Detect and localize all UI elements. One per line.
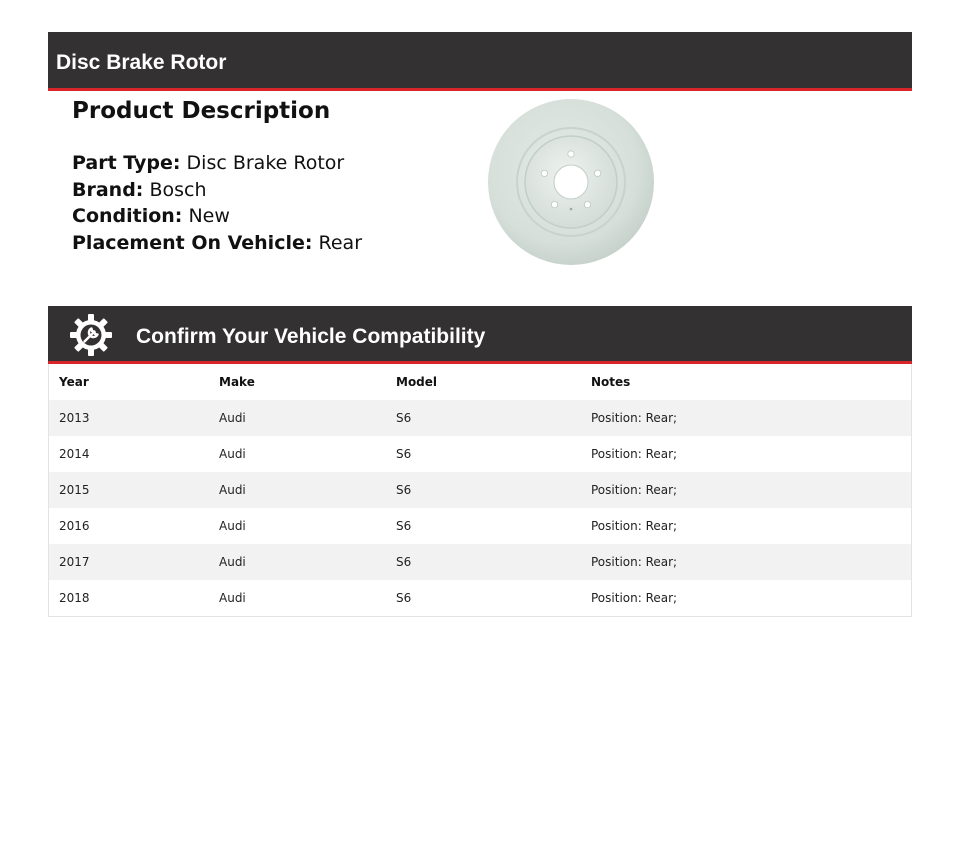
column-header-model: Model [396, 375, 438, 389]
column-header-year: Year [59, 375, 89, 389]
column-header-notes: Notes [591, 375, 631, 389]
cell-year: 2016 [59, 519, 90, 533]
product-title-bar [48, 32, 912, 91]
cell-make: Audi [219, 447, 246, 461]
table-row [49, 400, 911, 436]
spec-label: Placement On Vehicle: [72, 231, 313, 254]
cell-model: S6 [396, 555, 412, 569]
column-header-make: Make [219, 375, 255, 389]
table-header-row [49, 364, 911, 400]
spec-placement [72, 230, 362, 257]
cell-make: Audi [219, 519, 246, 533]
cell-notes: Position: Rear; [591, 411, 678, 425]
spec-value: New [188, 205, 230, 227]
disc-brake-rotor-image [486, 97, 656, 267]
cell-model: S6 [396, 411, 412, 425]
product-spec-list [72, 150, 362, 256]
cell-make: Audi [219, 555, 246, 569]
cell-notes: Position: Rear; [591, 483, 678, 497]
cell-make: Audi [219, 483, 246, 497]
cell-year: 2014 [59, 447, 90, 461]
table-row [49, 580, 911, 616]
cell-model: S6 [396, 447, 412, 461]
table-row [49, 544, 911, 580]
compatibility-title: Confirm Your Vehicle Compatibility [136, 325, 486, 348]
table-row [49, 472, 911, 508]
cell-notes: Position: Rear; [591, 591, 678, 605]
spec-brand [72, 177, 362, 204]
spec-value: Bosch [149, 178, 207, 201]
table-row [49, 508, 911, 544]
cell-notes: Position: Rear; [591, 519, 678, 533]
spec-condition [72, 203, 362, 230]
gear-wrench-icon [69, 313, 113, 357]
cell-notes: Position: Rear; [591, 447, 678, 461]
spec-part-type [72, 150, 362, 177]
cell-year: 2013 [59, 411, 90, 425]
spec-label: Condition: [72, 205, 183, 227]
spec-value: Rear [318, 231, 363, 254]
cell-make: Audi [219, 591, 246, 605]
cell-model: S6 [396, 591, 412, 605]
cell-notes: Position: Rear; [591, 555, 678, 569]
spec-label: Brand: [72, 178, 144, 201]
cell-year: 2017 [59, 555, 90, 569]
cell-year: 2015 [59, 483, 90, 497]
cell-year: 2018 [59, 591, 90, 605]
cell-model: S6 [396, 483, 412, 497]
compatibility-table [48, 364, 912, 617]
spec-value: Disc Brake Rotor [186, 152, 345, 174]
cell-make: Audi [219, 411, 246, 425]
cell-model: S6 [396, 519, 412, 533]
product-title: Disc Brake Rotor [56, 51, 227, 74]
spec-label: Part Type: [72, 152, 181, 174]
product-description-heading: Product Description [72, 98, 331, 124]
table-row [49, 436, 911, 472]
